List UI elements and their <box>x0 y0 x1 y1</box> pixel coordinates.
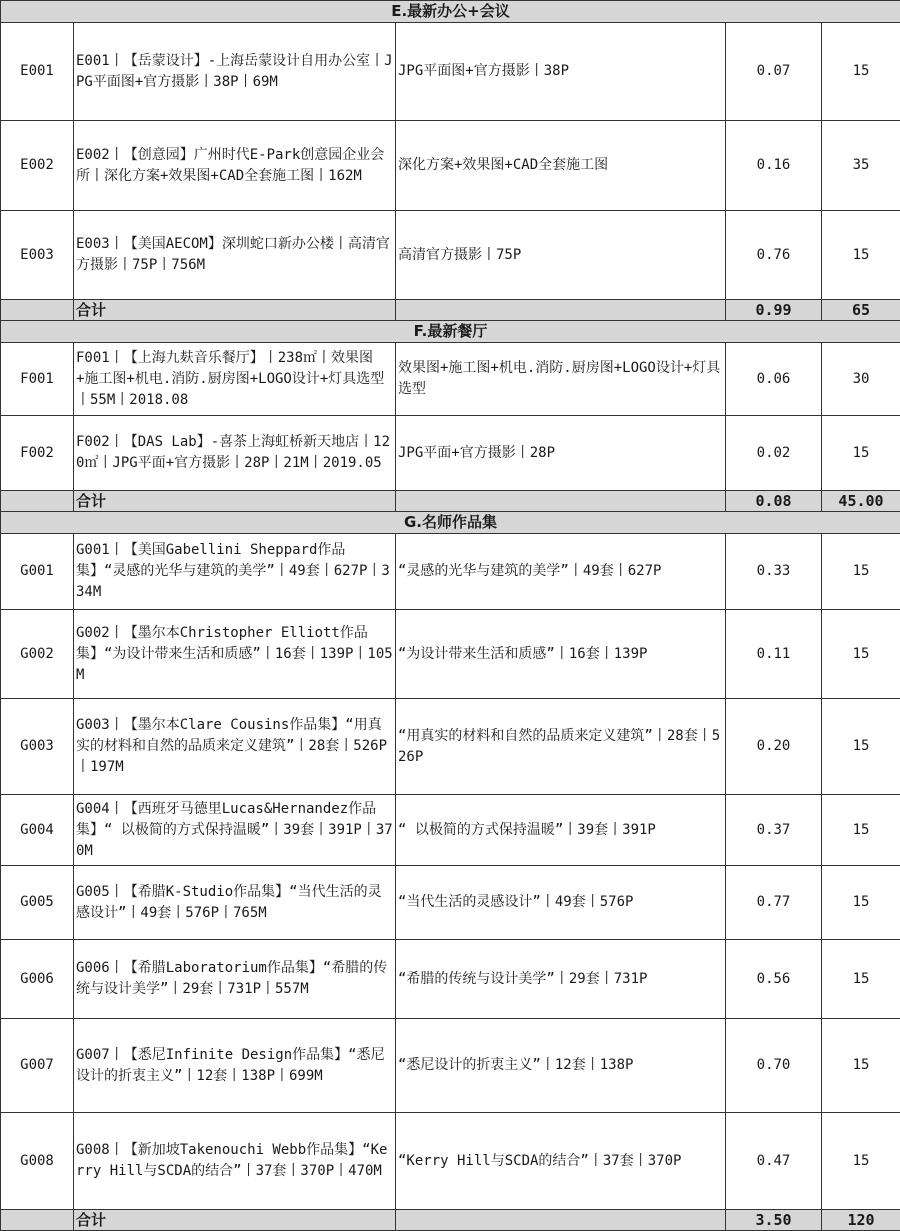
section-title: E.最新办公+会议 <box>1 1 900 23</box>
item-code: G006 <box>1 940 74 1019</box>
table-row <box>1 343 900 416</box>
total-label: 合计 <box>74 300 396 321</box>
item-qty: 15 <box>822 866 900 940</box>
item-price: 0.11 <box>726 610 822 699</box>
item-qty: 15 <box>822 940 900 1019</box>
table-row <box>1 121 900 211</box>
item-price: 0.76 <box>726 211 822 300</box>
item-code: E002 <box>1 121 74 211</box>
item-title: E001丨【岳蒙设计】-上海岳蒙设计自用办公室丨JPG平面图+官方摄影丨38P丨69M <box>74 23 396 121</box>
item-qty: 15 <box>822 211 900 300</box>
total-row <box>1 300 900 321</box>
item-code: F002 <box>1 416 74 491</box>
total-label: 合计 <box>74 491 396 512</box>
item-title: G007丨【悉尼Infinite Design作品集】“悉尼设计的折衷主义”丨12套丨138P丨699M <box>74 1019 396 1113</box>
item-title: F002丨【DAS Lab】-喜茶上海虹桥新天地店丨120㎡丨JPG平面+官方摄影丨28P丨21M丨2019.05 <box>74 416 396 491</box>
item-price: 0.07 <box>726 23 822 121</box>
item-content: “悉尼设计的折衷主义”丨12套丨138P <box>396 1019 726 1113</box>
item-content: JPG平面+官方摄影丨28P <box>396 416 726 491</box>
item-title: G006丨【希腊Laboratorium作品集】“希腊的传统与设计美学”丨29套丨731P丨557M <box>74 940 396 1019</box>
total-qty: 120 <box>822 1210 900 1231</box>
item-code: G002 <box>1 610 74 699</box>
item-qty: 15 <box>822 23 900 121</box>
total-qty: 45.00 <box>822 491 900 512</box>
section-header <box>1 512 900 534</box>
item-code: G004 <box>1 795 74 866</box>
item-price: 0.06 <box>726 343 822 416</box>
item-qty: 15 <box>822 1113 900 1210</box>
table-row <box>1 211 900 300</box>
item-title: G005丨【希腊K-Studio作品集】“当代生活的灵感设计”丨49套丨576P丨765M <box>74 866 396 940</box>
item-content: “希腊的传统与设计美学”丨29套丨731P <box>396 940 726 1019</box>
item-content: JPG平面图+官方摄影丨38P <box>396 23 726 121</box>
table-row <box>1 940 900 1019</box>
item-content: “Kerry Hill与SCDA的结合”丨37套丨370P <box>396 1113 726 1210</box>
item-title: F001丨【上海九麸音乐餐厅】丨238㎡丨效果图+施工图+机电.消防.厨房图+LOGO设计+灯具选型丨55M丨2018.08 <box>74 343 396 416</box>
section-header <box>1 1 900 23</box>
total-row <box>1 491 900 512</box>
item-qty: 15 <box>822 610 900 699</box>
table-row <box>1 23 900 121</box>
total-qty: 65 <box>822 300 900 321</box>
item-price: 0.70 <box>726 1019 822 1113</box>
total-price: 3.50 <box>726 1210 822 1231</box>
item-qty: 15 <box>822 534 900 610</box>
table-row <box>1 866 900 940</box>
table-row <box>1 534 900 610</box>
item-code: G001 <box>1 534 74 610</box>
item-content: 效果图+施工图+机电.消防.厨房图+LOGO设计+灯具选型 <box>396 343 726 416</box>
table-row <box>1 1113 900 1210</box>
item-content: 深化方案+效果图+CAD全套施工图 <box>396 121 726 211</box>
item-title: G001丨【美国Gabellini Sheppard作品集】“灵感的光华与建筑的美学”丨49套丨627P丨334M <box>74 534 396 610</box>
item-price: 0.33 <box>726 534 822 610</box>
table-row <box>1 795 900 866</box>
item-content: “为设计带来生活和质感”丨16套丨139P <box>396 610 726 699</box>
table-row <box>1 416 900 491</box>
item-qty: 30 <box>822 343 900 416</box>
total-price: 0.99 <box>726 300 822 321</box>
item-qty: 15 <box>822 795 900 866</box>
section-header <box>1 321 900 343</box>
item-price: 0.47 <box>726 1113 822 1210</box>
item-price: 0.02 <box>726 416 822 491</box>
item-title: G008丨【新加坡Takenouchi Webb作品集】“Kerry Hill与SCDA的结合”丨37套丨370P丨470M <box>74 1113 396 1210</box>
item-code: G007 <box>1 1019 74 1113</box>
total-row <box>1 1210 900 1231</box>
section-title: F.最新餐厅 <box>1 321 900 343</box>
item-title: E002丨【创意园】广州时代E-Park创意园企业会所丨深化方案+效果图+CAD全套施工图丨162M <box>74 121 396 211</box>
table-row <box>1 610 900 699</box>
item-code: F001 <box>1 343 74 416</box>
table-row <box>1 699 900 795</box>
section-title: G.名师作品集 <box>1 512 900 534</box>
item-code: G003 <box>1 699 74 795</box>
item-content: “灵感的光华与建筑的美学”丨49套丨627P <box>396 534 726 610</box>
item-qty: 35 <box>822 121 900 211</box>
item-title: G003丨【墨尔本Clare Cousins作品集】“用真实的材料和自然的品质来定义建筑”丨28套丨526P丨197M <box>74 699 396 795</box>
item-qty: 15 <box>822 1019 900 1113</box>
item-code: G005 <box>1 866 74 940</box>
item-code: E001 <box>1 23 74 121</box>
item-code: E003 <box>1 211 74 300</box>
item-price: 0.77 <box>726 866 822 940</box>
item-title: G002丨【墨尔本Christopher Elliott作品集】“为设计带来生活和质感”丨16套丨139P丨105M <box>74 610 396 699</box>
item-content: “ 以极简的方式保持温暖”丨39套丨391P <box>396 795 726 866</box>
table-row <box>1 1019 900 1113</box>
item-price: 0.16 <box>726 121 822 211</box>
item-qty: 15 <box>822 699 900 795</box>
total-price: 0.08 <box>726 491 822 512</box>
item-content: “用真实的材料和自然的品质来定义建筑”丨28套丨526P <box>396 699 726 795</box>
item-price: 0.37 <box>726 795 822 866</box>
item-content: “当代生活的灵感设计”丨49套丨576P <box>396 866 726 940</box>
total-label: 合计 <box>74 1210 396 1231</box>
item-content: 高清官方摄影丨75P <box>396 211 726 300</box>
item-price: 0.20 <box>726 699 822 795</box>
item-title: E003丨【美国AECOM】深圳蛇口新办公楼丨高清官方摄影丨75P丨756M <box>74 211 396 300</box>
item-qty: 15 <box>822 416 900 491</box>
item-title: G004丨【西班牙马德里Lucas&Hernandez作品集】“ 以极简的方式保持温暖”丨39套丨391P丨370M <box>74 795 396 866</box>
item-price: 0.56 <box>726 940 822 1019</box>
item-code: G008 <box>1 1113 74 1210</box>
